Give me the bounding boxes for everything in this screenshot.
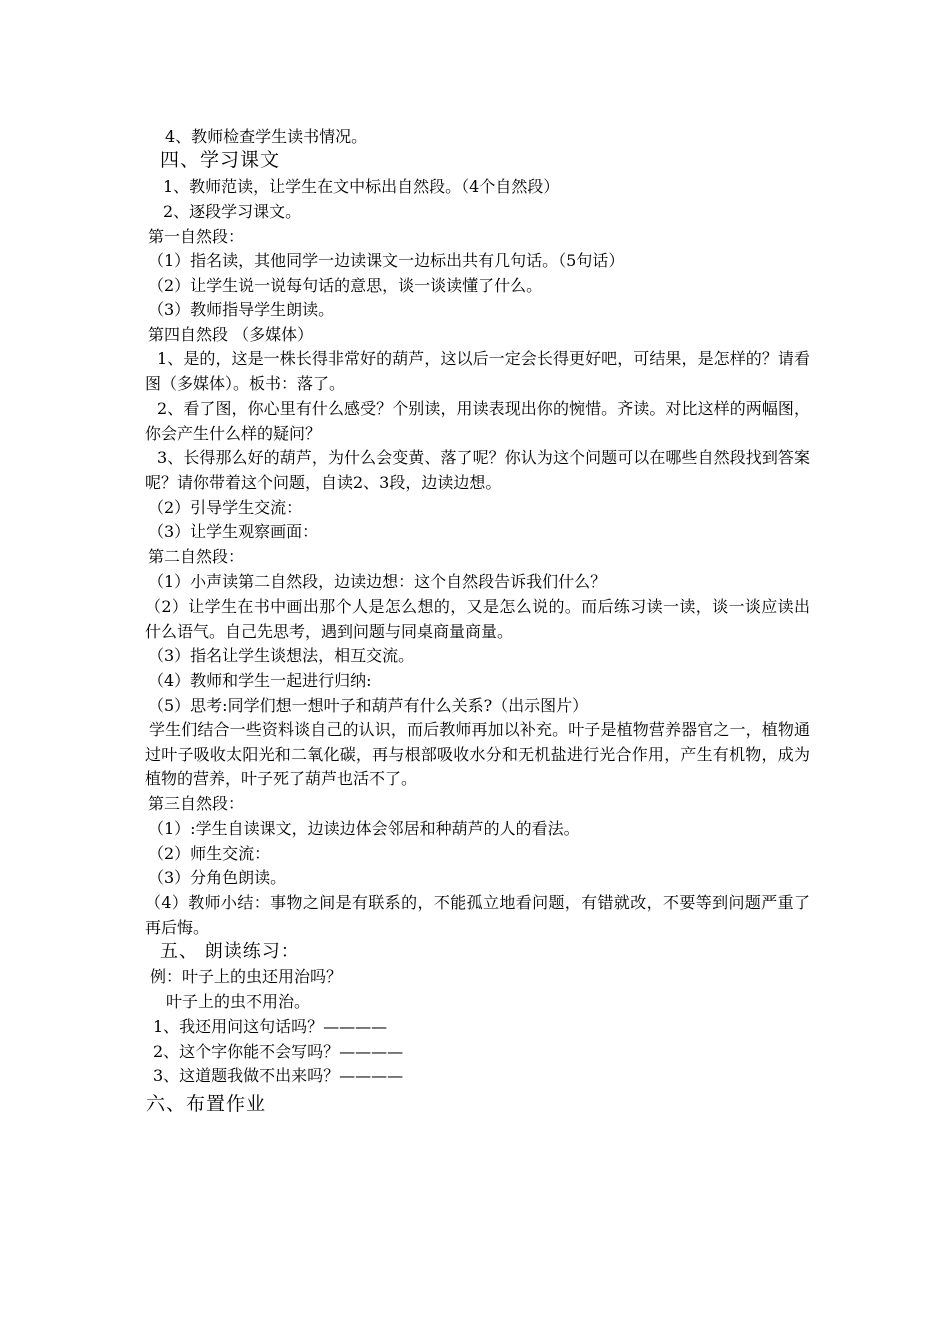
paragraph: 1、是的，这是一株长得非常好的葫芦，这以后一定会长得更好吧，可结果，是怎样的？请看图（多媒体）。板书：落了。 [145,349,810,393]
paragraph: 3、长得那么好的葫芦，为什么会变黄、落了呢？你认为这个问题可以在哪些自然段找到答案呢？请你带着这个问题，自读2、3段，边读边想。 [145,448,810,492]
text-line: 第三自然段： [148,794,245,813]
text-line: （2）引导学生交流： [148,498,303,517]
text-line: 第四自然段 （多媒体） [148,325,314,344]
text-line: 第一自然段： [148,227,245,246]
text-line: （1）:学生自读课文，边读边体会邻居和种葫芦的人的看法。 [148,819,580,838]
paragraph: （2）让学生在书中画出那个人是怎么想的，又是怎么说的。而后练习读一读，谈一谈应读出什么语气。自己先思考，遇到问题与同桌商量商量。 [145,597,810,641]
text-line: （4）教师和学生一起进行归纳: [148,671,372,690]
text-line: （3）分角色朗读。 [148,868,287,887]
text-line: （5）思考:同学们想一想叶子和葫芦有什么关系?（出示图片） [148,696,589,715]
text-line: （1）指名读，其他同学一边读课文一边标出共有几句话。（5句话） [148,251,625,270]
text-line: （3）指名让学生谈想法，相互交流。 [148,646,415,665]
text-line: （3）教师指导学生朗读。 [148,300,335,319]
paragraph: 学生们结合一些资料谈自己的认识，而后教师再加以补充。叶子是植物营养器官之一，植物通过叶子吸收太阳光和二氧化碳，再与根部吸收水分和无机盐进行光合作用，产生有机物，成为植物的营养，叶子死了葫芦也活不了。 [145,720,810,789]
text-line: 4、教师检查学生读书情况。 [165,127,368,146]
text-line: 1、我还用问这句话吗？———— [153,1017,388,1036]
section-heading: 六、布置作业 [146,1093,267,1115]
text-line: （1）小声读第二自然段，边读边想：这个自然段告诉我们什么？ [148,572,607,591]
text-line: （2）让学生说一说每句话的意思，谈一谈读懂了什么。 [148,276,543,295]
text-line: 第二自然段： [148,547,245,566]
section-heading: 五、 朗读练习： [160,941,300,962]
paragraph: 2、看了图，你心里有什么感受？个别读，用读表现出你的惋惜。齐读。对比这样的两幅图，你会产生什么样的疑问？ [145,399,810,443]
paragraph: （4）教师小结：事物之间是有联系的，不能孤立地看问题，有错就改，不要等到问题严重了再后悔。 [145,893,810,937]
text-line: 例：叶子上的虫还用治吗？ [150,967,343,986]
text-line: 1、教师范读，让学生在文中标出自然段。（4个自然段） [163,177,560,196]
text-line: 3、这道题我做不出来吗？———— [153,1066,404,1085]
text-line: 叶子上的虫不用治。 [166,992,311,1011]
text-line: 2、逐段学习课文。 [163,202,302,221]
text-line: （2）师生交流： [148,844,271,863]
text-line: （3）让学生观察画面： [148,522,319,541]
section-heading: 四、学习课文 [160,149,281,171]
text-line: 2、这个字你能不会写吗？———— [153,1042,404,1061]
